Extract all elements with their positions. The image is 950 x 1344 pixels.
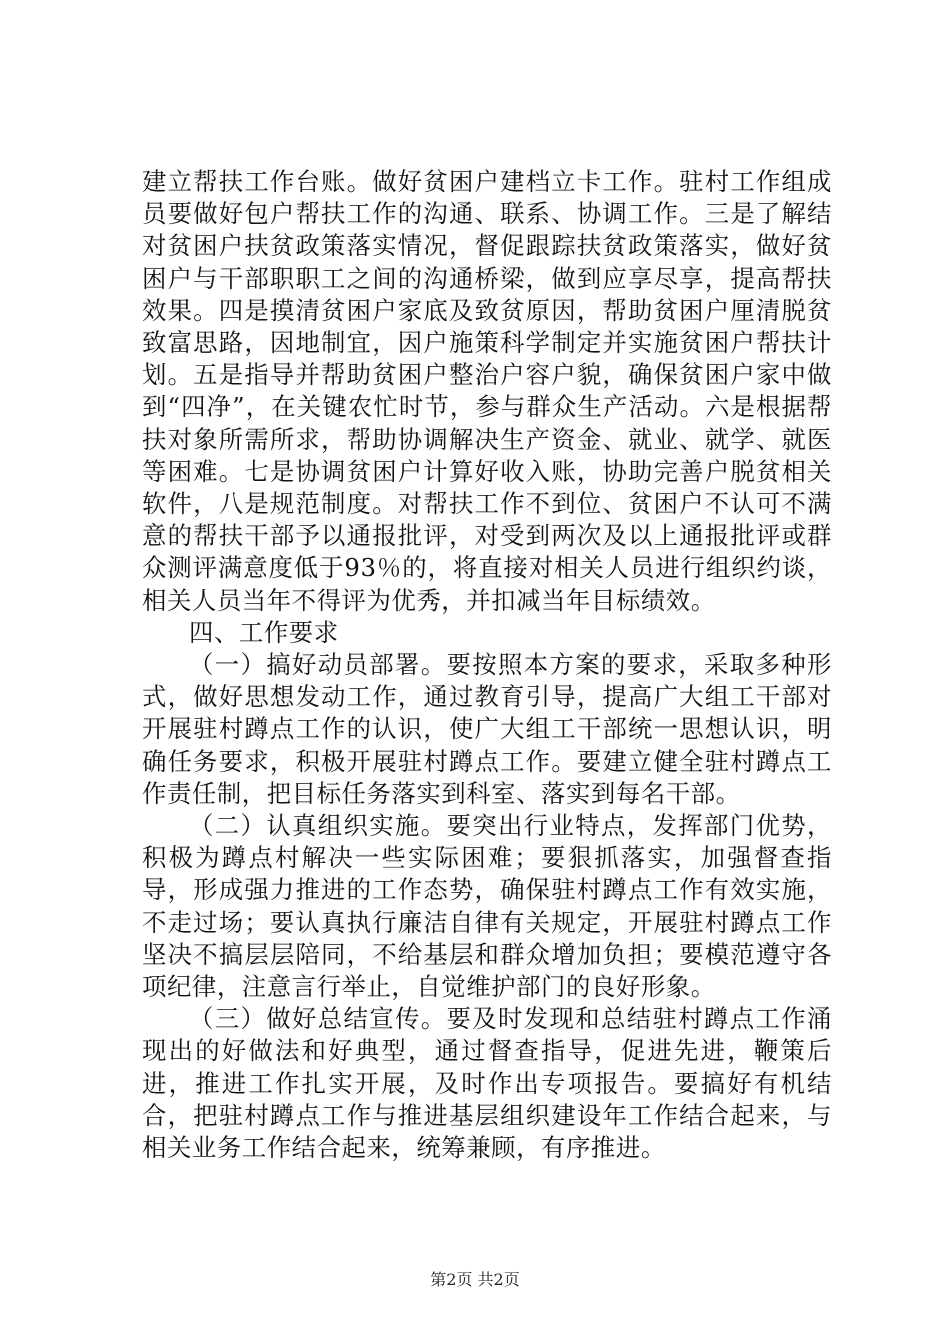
paragraph-item-3: （三）做好总结宣传。要及时发现和总结驻村蹲点工作涌现出的好做法和好典型，通过督查指导，促进先进，鞭策后进，推进工作扎实开展，及时作出专项报告。要搞好有机结合，把驻村蹲点工作与推进基层组织建设年工作结合起来，与相关业务工作结合起来，统筹兼顾，有序推进。 — [142, 1004, 832, 1163]
paragraph-continuation: 建立帮扶工作台账。做好贫困户建档立卡工作。驻村工作组成员要做好包户帮扶工作的沟通、联系、协调工作。三是了解结对贫困户扶贫政策落实情况，督促跟踪扶贫政策落实，做好贫困户与干部职职工之间的沟通桥梁，做到应享尽享，提高帮扶效果。四是摸清贫困户家底及致贫原因，帮助贫困户厘清脱贫致富思路，因地制宜，因户施策科学制定并实施贫困户帮扶计划。五是指导并帮助贫困户整治户容户貌，确保贫困户家中做到“四净”，在关键农忙时节，参与群众生产活动。六是根据帮扶对象所需所求，帮助协调解决生产资金、就业、就学、就医等困难。七是协调贫困户计算好收入账，协助完善户脱贫相关软件，八是规范制度。对帮扶工作不到位、贫困户不认可不满意的帮扶干部予以通报批评，对受到两次及以上通报批评或群众测评满意度低于93％的，将直接对相关人员进行组织约谈，相关人员当年不得评为优秀，并扣减当年目标绩效。 — [142, 167, 832, 615]
page-number: 第2页 共2页 — [430, 1270, 520, 1289]
page-footer — [0, 1270, 950, 1290]
body-text — [142, 166, 832, 1164]
paragraph-item-1: （一）搞好动员部署。要按照本方案的要求，采取多种形式，做好思想发动工作，通过教育引导，提高广大组工干部对开展驻村蹲点工作的认识，使广大组工干部统一思想认识，明确任务要求，积极开展驻村蹲点工作。要建立健全驻村蹲点工作责任制，把目标任务落实到科室、落实到每名干部。 — [142, 650, 832, 808]
paragraph-item-2: （二）认真组织实施。要突出行业特点，发挥部门优势，积极为蹲点村解决一些实际困难；要狠抓落实，加强督查指导，形成强力推进的工作态势，确保驻村蹲点工作有效实施，不走过场；要认真执行廉洁自律有关规定，开展驻村蹲点工作坚决不搞层层陪同，不给基层和群众增加负担；要模范遵守各项纪律，注意言行举止，自觉维护部门的良好形象。 — [142, 811, 832, 1002]
section-heading-work-requirements: 四、工作要求 — [189, 617, 339, 647]
